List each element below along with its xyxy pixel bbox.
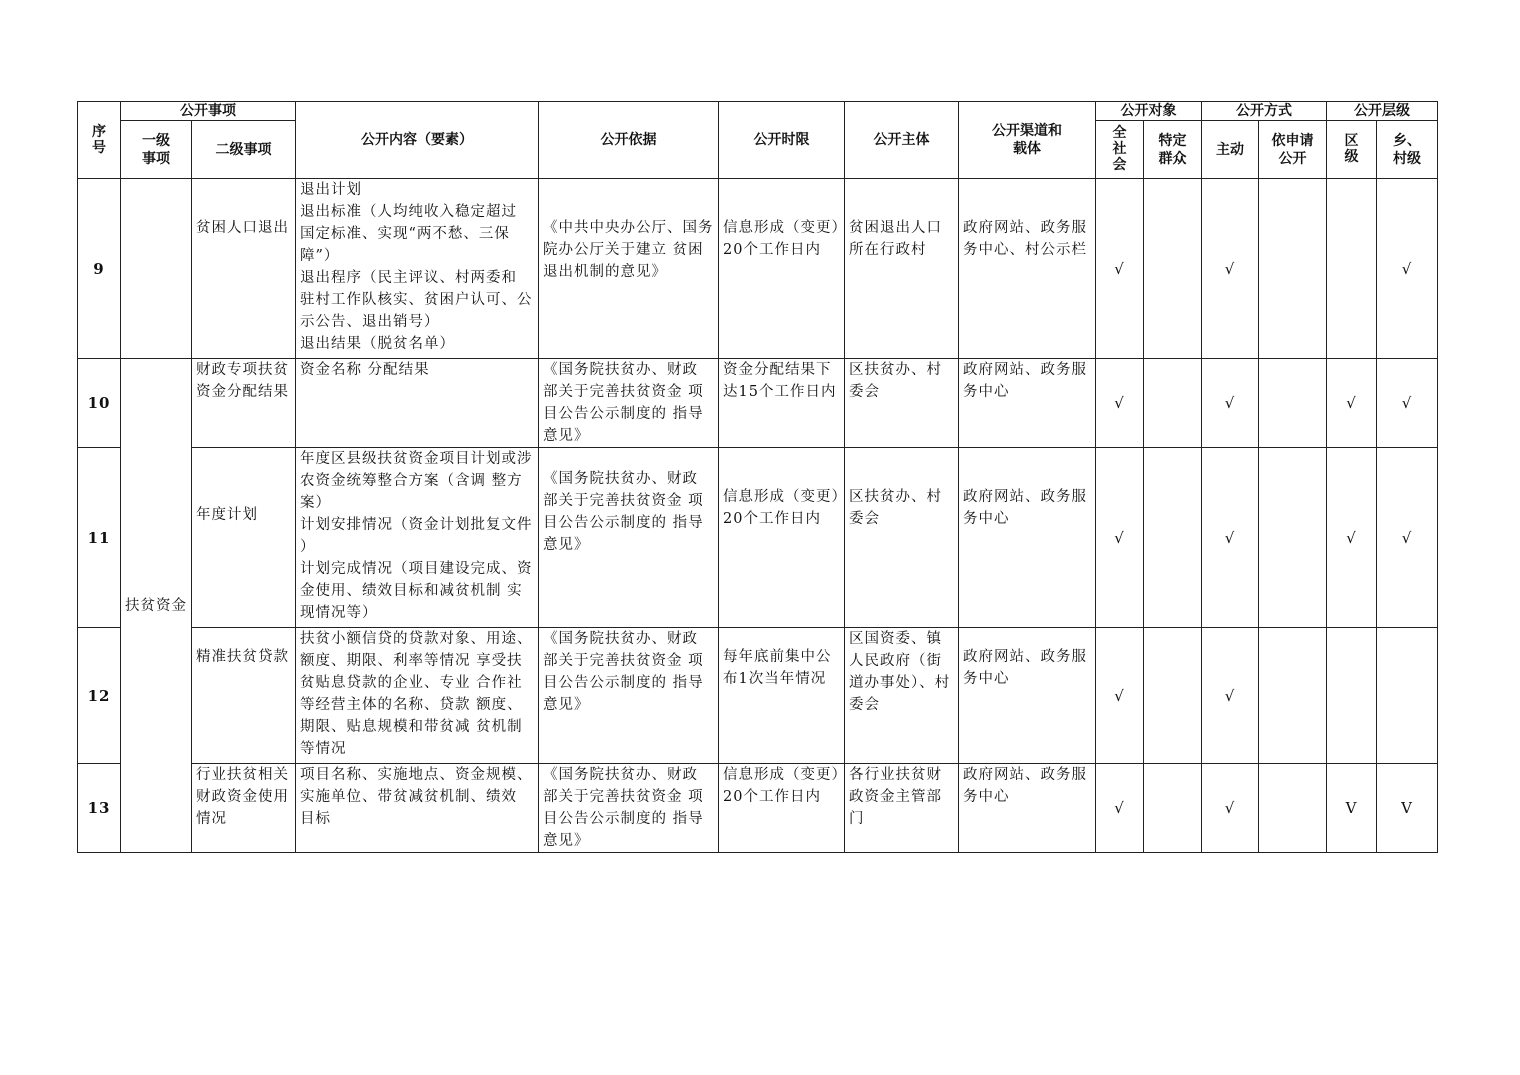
row-number: 9 [78, 179, 121, 359]
mark-all: √ [1096, 764, 1144, 853]
table-row [78, 764, 1438, 853]
mark-district: V [1327, 764, 1377, 853]
mark-town: √ [1377, 359, 1438, 448]
row-number: 11 [78, 448, 121, 628]
level1-cell-empty [121, 179, 192, 359]
mark-specific [1144, 628, 1202, 764]
row-channel: 政府网站、政务服务中心 [959, 359, 1096, 448]
content-line: 计划安排情况（资金计划批复文件 ） [300, 517, 533, 555]
mark-town: √ [1377, 448, 1438, 628]
mark-all: √ [1096, 448, 1144, 628]
mark-active: √ [1202, 448, 1259, 628]
mark-apply [1259, 179, 1327, 359]
row-basis: 《国务院扶贫办、财政 部关于完善扶贫资金 项目公告公示制度的 指导意见》 [539, 448, 719, 628]
row-item: 精准扶贫贷款 [192, 628, 296, 764]
mark-apply [1259, 448, 1327, 628]
row-content [296, 359, 539, 448]
header-target-specific: 特定群众 [1144, 121, 1202, 179]
row-basis: 《中共中央办公厅、国务院办公厅关于建立 贫困退出机制的意见》 [539, 179, 719, 359]
row-content [296, 628, 539, 764]
mark-town: V [1377, 764, 1438, 853]
header-method-active: 主动 [1202, 121, 1259, 179]
mark-specific [1144, 448, 1202, 628]
header-level: 公开层级 [1327, 102, 1438, 121]
content-line: 项目名称、实施地点、资金规模、 实施单位、带贫减贫机制、绩效 目标 [300, 767, 533, 827]
header-channel: 公开渠道和载体 [959, 102, 1096, 179]
content-line: 退出程序（民主评议、村两委和 驻村工作队核实、贫困户认可、公示公告、退出销号） [300, 270, 533, 330]
row-time: 每年底前集中公布1次当年情况 [719, 628, 845, 764]
mark-district [1327, 179, 1377, 359]
row-item: 年度计划 [192, 448, 296, 628]
header-time-limit: 公开时限 [719, 102, 845, 179]
row-basis: 《国务院扶贫办、财政 部关于完善扶贫资金 项目公告公示制度的 指导意见》 [539, 628, 719, 764]
row-subject: 区扶贫办、村委会 [845, 448, 959, 628]
mark-active: √ [1202, 359, 1259, 448]
row-subject: 区扶贫办、村委会 [845, 359, 959, 448]
header-public-items: 公开事项 [121, 102, 296, 121]
row-number: 13 [78, 764, 121, 853]
row-time: 资金分配结果下达15个工作日内 [719, 359, 845, 448]
table-row [78, 359, 1438, 448]
row-subject: 贫困退出人口所在行政村 [845, 179, 959, 359]
row-time: 信息形成（变更）20个工作日内 [719, 448, 845, 628]
table-row [78, 448, 1438, 628]
content-line: 年度区县级扶贫资金项目计划或涉农资金统筹整合方案（含调 整方案） [300, 451, 533, 511]
mark-district: √ [1327, 359, 1377, 448]
row-channel: 政府网站、政务服务中心 [959, 764, 1096, 853]
mark-active: √ [1202, 628, 1259, 764]
header-target: 公开对象 [1096, 102, 1202, 121]
row-subject: 各行业扶贫财政资金主管部门 [845, 764, 959, 853]
header-level2: 二级事项 [192, 121, 296, 179]
category-cell: 扶贫资金 [121, 359, 192, 853]
disclosure-table [77, 101, 1438, 853]
mark-town [1377, 628, 1438, 764]
header-target-all: 全社会 [1096, 121, 1144, 179]
mark-district [1327, 628, 1377, 764]
content-line: 退出结果（脱贫名单） [300, 336, 455, 352]
row-content [296, 179, 539, 359]
mark-apply [1259, 628, 1327, 764]
row-channel: 政府网站、政务服务中心 [959, 448, 1096, 628]
row-number: 12 [78, 628, 121, 764]
mark-apply [1259, 359, 1327, 448]
row-channel: 政府网站、政务服务中心、村公示栏 [959, 179, 1096, 359]
content-line: 退出标准（人均纯收入稳定超过 国定标准、实现“两不愁、三保障”） [300, 204, 517, 264]
row-subject: 区国资委、镇 人民政府（街 道办事处）、村委会 [845, 628, 959, 764]
mark-all: √ [1096, 179, 1144, 359]
header-level-district: 区级 [1327, 121, 1377, 179]
mark-active: √ [1202, 179, 1259, 359]
header-basis: 公开依据 [539, 102, 719, 179]
content-line: 退出计划 [300, 182, 362, 198]
content-line: 计划完成情况（项目建设完成、资金使用、绩效目标和减贫机制 实现情况等） [300, 561, 533, 621]
header-seq: 序号 [78, 102, 121, 179]
table-row [78, 179, 1438, 359]
mark-all: √ [1096, 628, 1144, 764]
content-line: 扶贫小额信贷的贷款对象、用途、额度、期限、利率等情况 享受扶贫贴息贷款的企业、专业 合作社等经营主体的名称、贷款 额度、期限、贴息规模和带贫减 贫机制等情况 [300, 631, 533, 757]
mark-district: √ [1327, 448, 1377, 628]
row-number: 10 [78, 359, 121, 448]
header-level1: 一级事项 [121, 121, 192, 179]
row-content [296, 764, 539, 853]
row-content [296, 448, 539, 628]
header-method-apply: 依申请公开 [1259, 121, 1327, 179]
mark-all: √ [1096, 359, 1144, 448]
row-basis: 《国务院扶贫办、财政 部关于完善扶贫资金 项目公告公示制度的 指导意见》 [539, 359, 719, 448]
mark-town: √ [1377, 179, 1438, 359]
mark-active: √ [1202, 764, 1259, 853]
mark-specific [1144, 359, 1202, 448]
row-channel: 政府网站、政务服务中心 [959, 628, 1096, 764]
row-item: 财政专项扶贫资金分配结果 [192, 359, 296, 448]
row-item: 贫困人口退出 [192, 179, 296, 359]
content-line: 资金名称 分配结果 [300, 362, 430, 378]
row-time: 信息形成（变更）20个工作日内 [719, 764, 845, 853]
mark-apply [1259, 764, 1327, 853]
table-row [78, 628, 1438, 764]
mark-specific [1144, 179, 1202, 359]
header-level-town: 乡、村级 [1377, 121, 1438, 179]
row-time: 信息形成（变更）20个工作日内 [719, 179, 845, 359]
header-subject: 公开主体 [845, 102, 959, 179]
header-method: 公开方式 [1202, 102, 1327, 121]
header-content: 公开内容（要素） [296, 102, 539, 179]
row-item: 行业扶贫相关财政资金使用情况 [192, 764, 296, 853]
row-basis: 《国务院扶贫办、财政 部关于完善扶贫资金 项目公告公示制度的 指导意见》 [539, 764, 719, 853]
mark-specific [1144, 764, 1202, 853]
